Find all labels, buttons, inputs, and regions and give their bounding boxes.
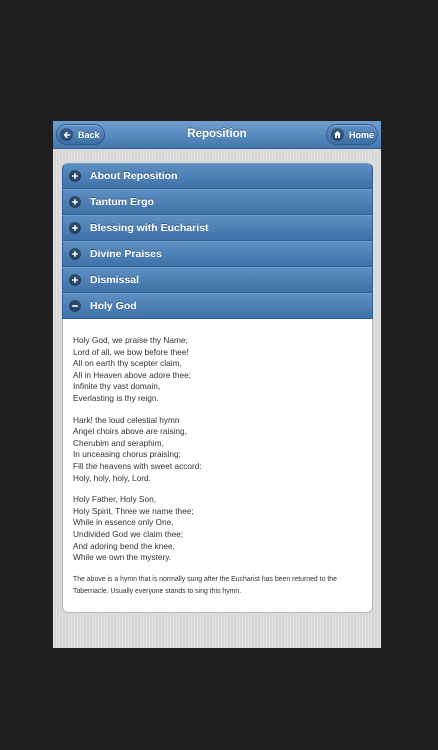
plus-icon: [69, 170, 81, 182]
hymn-line: Fill the heavens with sweet accord:: [73, 460, 202, 471]
hymn-line: And adoring bend the knee,: [73, 540, 175, 551]
section-dismissal[interactable]: [62, 267, 373, 293]
section-label: About Reposition: [90, 170, 178, 182]
plus-icon: [69, 196, 81, 208]
hymn-line: Holy God, we praise thy Name;: [73, 335, 188, 345]
hymn-line: Undivided God we claim thee;: [73, 528, 184, 539]
hymn-line: Hark! the loud celestial hymn: [73, 414, 180, 425]
hymn-line: Holy, holy, holy, Lord.: [73, 472, 151, 483]
minus-icon: [69, 300, 81, 312]
section-label: Divine Praises: [90, 248, 162, 260]
page-title: Reposition: [187, 128, 247, 140]
home-icon: [331, 128, 344, 141]
hymn-line: Cherubim and seraphim,: [73, 437, 164, 448]
section-label: Tantum Ergo: [90, 196, 154, 208]
hymn-line: While we own the mystery.: [73, 552, 172, 563]
holy-god-content: [62, 319, 373, 613]
hymn-line: Holy Spirit, Three we name thee;: [73, 505, 194, 516]
home-label: Home: [349, 129, 375, 140]
header-bar: [53, 121, 381, 149]
hymn-line: Lord of all, we bow before thee!: [73, 346, 189, 357]
section-holy-god[interactable]: [62, 293, 373, 319]
plus-icon: [69, 222, 81, 234]
hymn-line: While in essence only One,: [73, 517, 174, 528]
back-label: Back: [78, 129, 100, 140]
hymn-stanza-3: [73, 494, 362, 564]
hymn-line: Holy Father, Holy Son,: [73, 494, 157, 505]
section-label: Holy God: [90, 300, 137, 312]
home-button[interactable]: [326, 124, 378, 145]
hymn-line: In unceasing chorus praising;: [73, 449, 181, 460]
hymn-line: All in Heaven above adore thee;: [73, 369, 192, 380]
plus-icon: [69, 248, 81, 260]
section-label: Blessing with Eucharist: [90, 222, 209, 234]
collapsible-set: [62, 163, 373, 613]
hymn-stanza-1: [73, 335, 362, 405]
hymn-stanza-2: [73, 415, 362, 485]
hymn-note: The above is a hymn that is normally sung after the Eucharist has been returned to the Tabernacle. Usually everyone stands to sing this hymn.: [73, 575, 337, 595]
section-blessing-with-eucharist[interactable]: [62, 215, 373, 241]
section-about-reposition[interactable]: [62, 163, 373, 189]
plus-icon: [69, 274, 81, 286]
hymn-line: Angel choirs above are raising,: [73, 426, 187, 437]
section-divine-praises[interactable]: [62, 241, 373, 267]
app-screen: [53, 121, 381, 648]
hymn-line: All on earth thy scepter claim,: [73, 358, 182, 369]
section-tantum-ergo[interactable]: [62, 189, 373, 215]
hymn-line: Everlasting is thy reign.: [73, 392, 159, 403]
section-label: Dismissal: [90, 274, 140, 286]
hymn-line: Infinite thy vast domain,: [73, 381, 161, 392]
